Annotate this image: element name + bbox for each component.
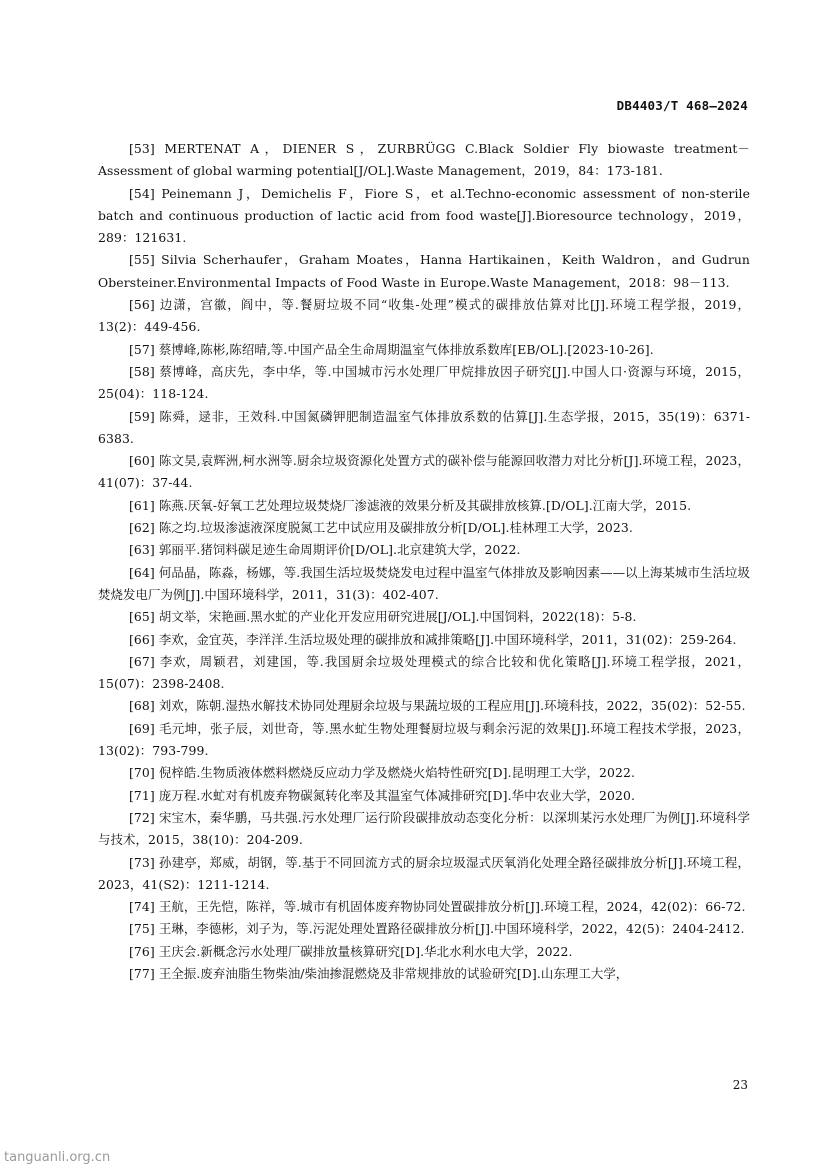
watermark-text: tanguanli.org.cn [4, 1150, 111, 1165]
reference-list [98, 138, 750, 985]
reference-item: [58] 蔡博峰，高庆先，李中华，等.中国城市污水处理厂甲烷排放因子研究[J].中国人口·资源与环境，2015，25(04)：118-124. [98, 363, 750, 402]
reference-item: [74] 王航，王先恺，陈祥，等.城市有机固体废弃物协同处置碳排放分析[J].环境工程，2024，42(02)：66-72. [129, 899, 746, 915]
reference-item: [68] 刘欢，陈朝.湿热水解技术协同处理厨余垃圾与果蔬垃圾的工程应用[J].环境科技，2022，35(02)：52-55. [129, 698, 746, 714]
reference-item: [60] 陈文昊,袁辉洲,柯水洲等.厨余垃圾资源化处置方式的碳补偿与能源回收潜力对比分析[J].环境工程，2023，41(07)：37-44. [98, 453, 750, 491]
reference-item: [71] 庞万程.水虻对有机废弃物碳氮转化率及其温室气体减排研究[D].华中农业大学，2020. [129, 787, 636, 803]
reference-item: [76] 王庆会.新概念污水处理厂碳排放量核算研究[D].华北水利水电大学，2022. [129, 943, 573, 959]
reference-item: [61] 陈燕.厌氧-好氧工艺处理垃圾焚烧厂渗滤液的效果分析及其碳排放核算.[D/OL].江南大学，2015. [129, 497, 692, 513]
reference-item: [56] 边潇，宫徽，阎中，等.餐厨垃圾不同“收集-处理”模式的碳排放估算对比[J].环境工程学报，2019，13(2)：449-456. [98, 297, 750, 335]
reference-item: [57] 蔡博峰,陈彬,陈绍晴,等.中国产品全生命周期温室气体排放系数库[EB/OL].[2023-10-26]. [129, 341, 654, 357]
reference-item: [63] 郭丽平.猪饲料碳足迹生命周期评价[D/OL].北京建筑大学，2022. [129, 542, 521, 558]
reference-item: [70] 倪梓皓.生物质液体燃料燃烧反应动力学及燃烧火焰特性研究[D].昆明理工大学，2022. [129, 765, 636, 781]
reference-item: [77] 王全振.废弃油脂生物柴油/柴油掺混燃烧及非常规排放的试验研究[D].山东理工大学， [129, 965, 629, 981]
reference-item: [75] 王琳，李德彬，刘子为，等.污泥处理处置路径碳排放分析[J].中国环境科学，2022，42(5)：2404-2412. [129, 921, 745, 937]
reference-item: [62] 陈之均.垃圾渗滤液深度脱氮工艺中试应用及碳排放分析[D/OL].桂林理工大学，2023. [129, 520, 633, 536]
reference-item: [66] 李欢，金宜英，李洋洋.生活垃圾处理的碳排放和减排策略[J].中国环境科学，2011，31(02)：259-264. [129, 631, 737, 647]
reference-item: [73] 孙建亭，郑威，胡钢，等.基于不同回流方式的厨余垃圾湿式厌氧消化处理全路径碳排放分析[J].环境工程，2023，41(S2)：1211-1214. [98, 854, 750, 892]
reference-item: [67] 李欢，周颖君，刘建国，等.我国厨余垃圾处理模式的综合比较和优化策略[J].环境工程学报，2021，15(07)：2398-2408. [98, 653, 750, 692]
reference-item: [69] 毛元坤，张子辰，刘世奇，等.黑水虻生物处理餐厨垃圾与剩余污泥的效果[J].环境工程技术学报，2023，13(02)：793-799. [98, 720, 750, 759]
reference-item: [72] 宋宝木，秦华鹏，马共强.污水处理厂运行阶段碳排放动态变化分析：以深圳某污水处理厂为例[J].环境科学与技术，2015，38(10)：204-209. [98, 809, 750, 848]
reference-item: [64] 何品晶，陈淼，杨娜，等.我国生活垃圾焚烧发电过程中温室气体排放及影响因素——以上海某城市生活垃圾焚烧发电厂为例[J].中国环境科学，2011，31(3)：402-407. [98, 564, 750, 602]
page-number: 23 [732, 1078, 748, 1092]
reference-item: [65] 胡文举，宋艳画.黑水虻的产业化开发应用研究进展[J/OL].中国饲料，2022(18)：5-8. [129, 609, 637, 625]
reference-item: [53] MERTENAT A，DIENER S，ZURBRÜGG C.Black Soldier Fly biowaste treatment－Assessment of global warming potential[J/OL].Waste Management，2019，84：173-181. [98, 141, 750, 179]
reference-item: [59] 陈舜，逯非，王效科.中国氮磷钾肥制造温室气体排放系数的估算[J].生态学报，2015，35(19)：6371-6383. [98, 408, 750, 446]
reference-item: [54] Peinemann J，Demichelis F，Fiore S，et al.Techno-economic assessment of non-sterile batch and continuous production of lactic acid from food waste[J].Bioresource technology，2019，289：121631. [98, 185, 750, 246]
reference-item: [55] Silvia Scherhaufer，Graham Moates，Hanna Hartikainen，Keith Waldron，and Gudrun Obersteiner.Environmental Impacts of Food Waste in Europe.Waste Management，2018：98－113. [98, 252, 750, 290]
standard-code-header: DB4403/T 468—2024 [616, 98, 748, 113]
